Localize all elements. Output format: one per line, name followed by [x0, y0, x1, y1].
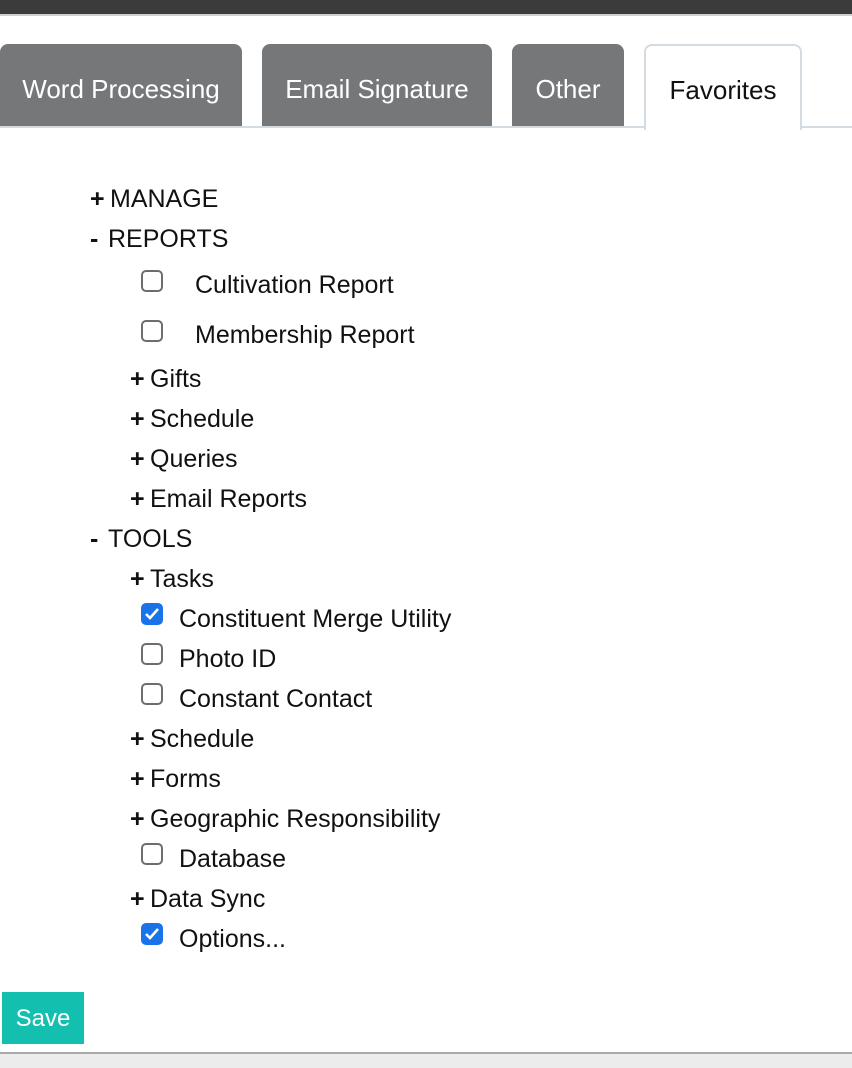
expand-icon[interactable]: +	[130, 805, 145, 833]
checkbox-photo-id[interactable]	[141, 643, 163, 665]
tree-node-forms[interactable]	[130, 759, 221, 799]
collapse-icon[interactable]: -	[90, 525, 99, 553]
tree-node-label: MANAGE	[110, 185, 219, 213]
top-window-bar	[0, 0, 852, 16]
tab-email-signature[interactable]: Email Signature	[262, 44, 492, 126]
tree-node-label: Queries	[150, 445, 238, 473]
checkbox-label: Constituent Merge Utility	[179, 605, 452, 633]
tree-node-email-reports[interactable]	[130, 479, 307, 519]
tree-node-label: REPORTS	[108, 225, 229, 253]
tree-node-geographic-responsibility[interactable]	[130, 799, 440, 839]
checkbox-membership-report[interactable]	[141, 320, 163, 342]
tree-node-label: Gifts	[150, 365, 202, 393]
checkbox-label: Cultivation Report	[195, 271, 394, 299]
tree-node-tools-schedule[interactable]	[130, 719, 254, 759]
tree-node-label: Geographic Responsibility	[150, 805, 441, 833]
tab-bar	[0, 44, 852, 128]
tree-node-label: Tasks	[150, 565, 214, 593]
tree-node-tasks[interactable]	[130, 559, 214, 599]
expand-icon[interactable]: +	[130, 885, 145, 913]
tree-node-reports[interactable]	[90, 219, 228, 259]
tree-node-data-sync[interactable]	[130, 879, 265, 919]
expand-icon[interactable]: +	[130, 565, 145, 593]
checkbox-label: Constant Contact	[179, 685, 373, 713]
save-button[interactable]: Save	[2, 992, 84, 1044]
checkbox-label: Database	[179, 845, 287, 873]
collapse-icon[interactable]: -	[90, 225, 99, 253]
checkbox-constant-contact[interactable]	[141, 683, 163, 705]
tree-node-label: Data Sync	[150, 885, 266, 913]
tree-node-label: Schedule	[150, 405, 255, 433]
expand-icon[interactable]: +	[130, 445, 145, 473]
tree-node-tools[interactable]	[90, 519, 192, 559]
checkbox-cultivation-report[interactable]	[141, 270, 163, 292]
expand-icon[interactable]: +	[130, 365, 145, 393]
checkbox-database[interactable]	[141, 843, 163, 865]
tab-other[interactable]: Other	[512, 44, 624, 126]
expand-icon[interactable]: +	[90, 185, 105, 213]
tree-node-label: TOOLS	[108, 525, 193, 553]
tree-node-label: Forms	[150, 765, 221, 793]
checkbox-constituent-merge-utility[interactable]	[141, 603, 163, 625]
expand-icon[interactable]: +	[130, 485, 145, 513]
tree-node-reports-schedule[interactable]	[130, 399, 254, 439]
checkbox-options[interactable]	[141, 923, 163, 945]
tree-node-queries[interactable]	[130, 439, 238, 479]
tree-node-manage[interactable]	[90, 179, 218, 219]
checkbox-label: Membership Report	[195, 321, 415, 349]
tree-node-gifts[interactable]	[130, 359, 201, 399]
tree-node-label: Schedule	[150, 725, 255, 753]
tab-favorites[interactable]: Favorites	[644, 44, 802, 130]
tree-node-label: Email Reports	[150, 485, 307, 513]
expand-icon[interactable]: +	[130, 765, 145, 793]
tab-word-processing[interactable]: Word Processing	[0, 44, 242, 126]
checkbox-label: Options...	[179, 925, 286, 953]
expand-icon[interactable]: +	[130, 725, 145, 753]
expand-icon[interactable]: +	[130, 405, 145, 433]
checkbox-label: Photo ID	[179, 645, 277, 673]
